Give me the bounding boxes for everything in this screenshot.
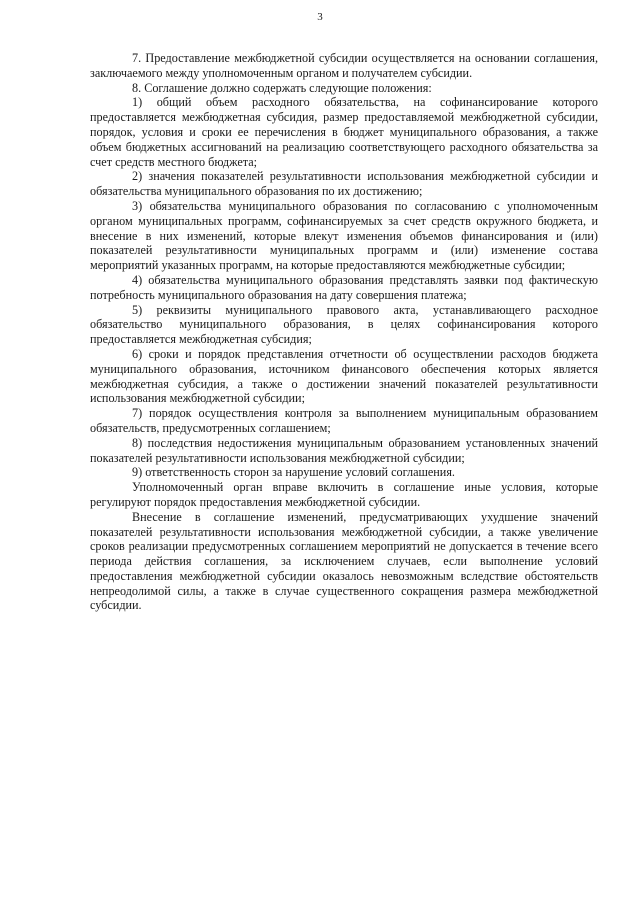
paragraph-amendments: Внесение в соглашение изменений, предусматривающих ухудшение значений показателей результативности использования межбюджетной субсидии, а также увеличение сроков реализации предусмотренных соглашением мероприятий не допускается в течение всего периода действия соглашения, за исключением случаев, если выполнение условий предоставления межбюджетной субсидии оказалось невозможным вследствие обстоятельств непреодолимой силы, а также в случае существенного сокращения размера межбюджетной субсидии. — [90, 509, 598, 613]
list-item-9: 9) ответственность сторон за нарушение условий соглашения. — [132, 465, 455, 480]
list-item-5: 5) реквизиты муниципального правового акта, устанавливающего расходное обязательство муниципального образования, в целях софинансирования которого предоставляется межбюджетная субсидия; — [90, 302, 598, 347]
list-item-7: 7) порядок осуществления контроля за выполнением муниципальным образованием обязательств, предусмотренных соглашением; — [90, 406, 598, 435]
list-item-8: 8) последствия недостижения муниципальным образованием установленных значений показателей результативности использования межбюджетной субсидии; — [90, 435, 598, 465]
list-item-6: 6) сроки и порядок представления отчетности об осуществлении расходов бюджета муниципального образования, источником финансового обеспечения которых является межбюджетная субсидия, а также о достижении значений показателей результативности использования межбюджетной субсидии; — [90, 346, 598, 406]
list-item-1: 1) общий объем расходного обязательства, на софинансирование которого предоставляется межбюджетная субсидия, размер предоставляемой межбюджетной субсидии, порядок, условия и сроки ее перечисления в бюджет муниципального образования, а также объем бюджетных ассигнований на реализацию соответствующего расходного обязательства за счет средств местного бюджета; — [90, 95, 598, 169]
paragraph-other-conditions: Уполномоченный орган вправе включить в соглашение иные условия, которые регулируют порядок предоставления межбюджетной субсидии. — [90, 480, 598, 509]
paragraph-8: 8. Соглашение должно содержать следующие положения: — [132, 80, 432, 95]
document-body — [90, 51, 598, 613]
list-item-3: 3) обязательства муниципального образования по согласованию с уполномоченным органом муниципальных программ, софинансируемых за счет средств окружного бюджета, и внесение в них изменений, которые влекут изменения объемов финансирования и (или) показателей результативности муниципальных программ и (или) изменение состава мероприятий указанных программ, на которые предоставляются межбюджетные субсидии; — [90, 198, 598, 273]
list-item-2: 2) значения показателей результативности использования межбюджетной субсидии и обязательства муниципального образования по их достижению; — [90, 169, 598, 199]
paragraph-7: 7. Предоставление межбюджетной субсидии осуществляется на основании соглашения, заключаемого между уполномоченным органом и получателем субсидии. — [90, 51, 598, 80]
page-number: 3 — [317, 11, 323, 23]
list-item-4: 4) обязательства муниципального образования представлять заявки под фактическую потребность муниципального образования на дату совершения платежа; — [90, 272, 598, 302]
